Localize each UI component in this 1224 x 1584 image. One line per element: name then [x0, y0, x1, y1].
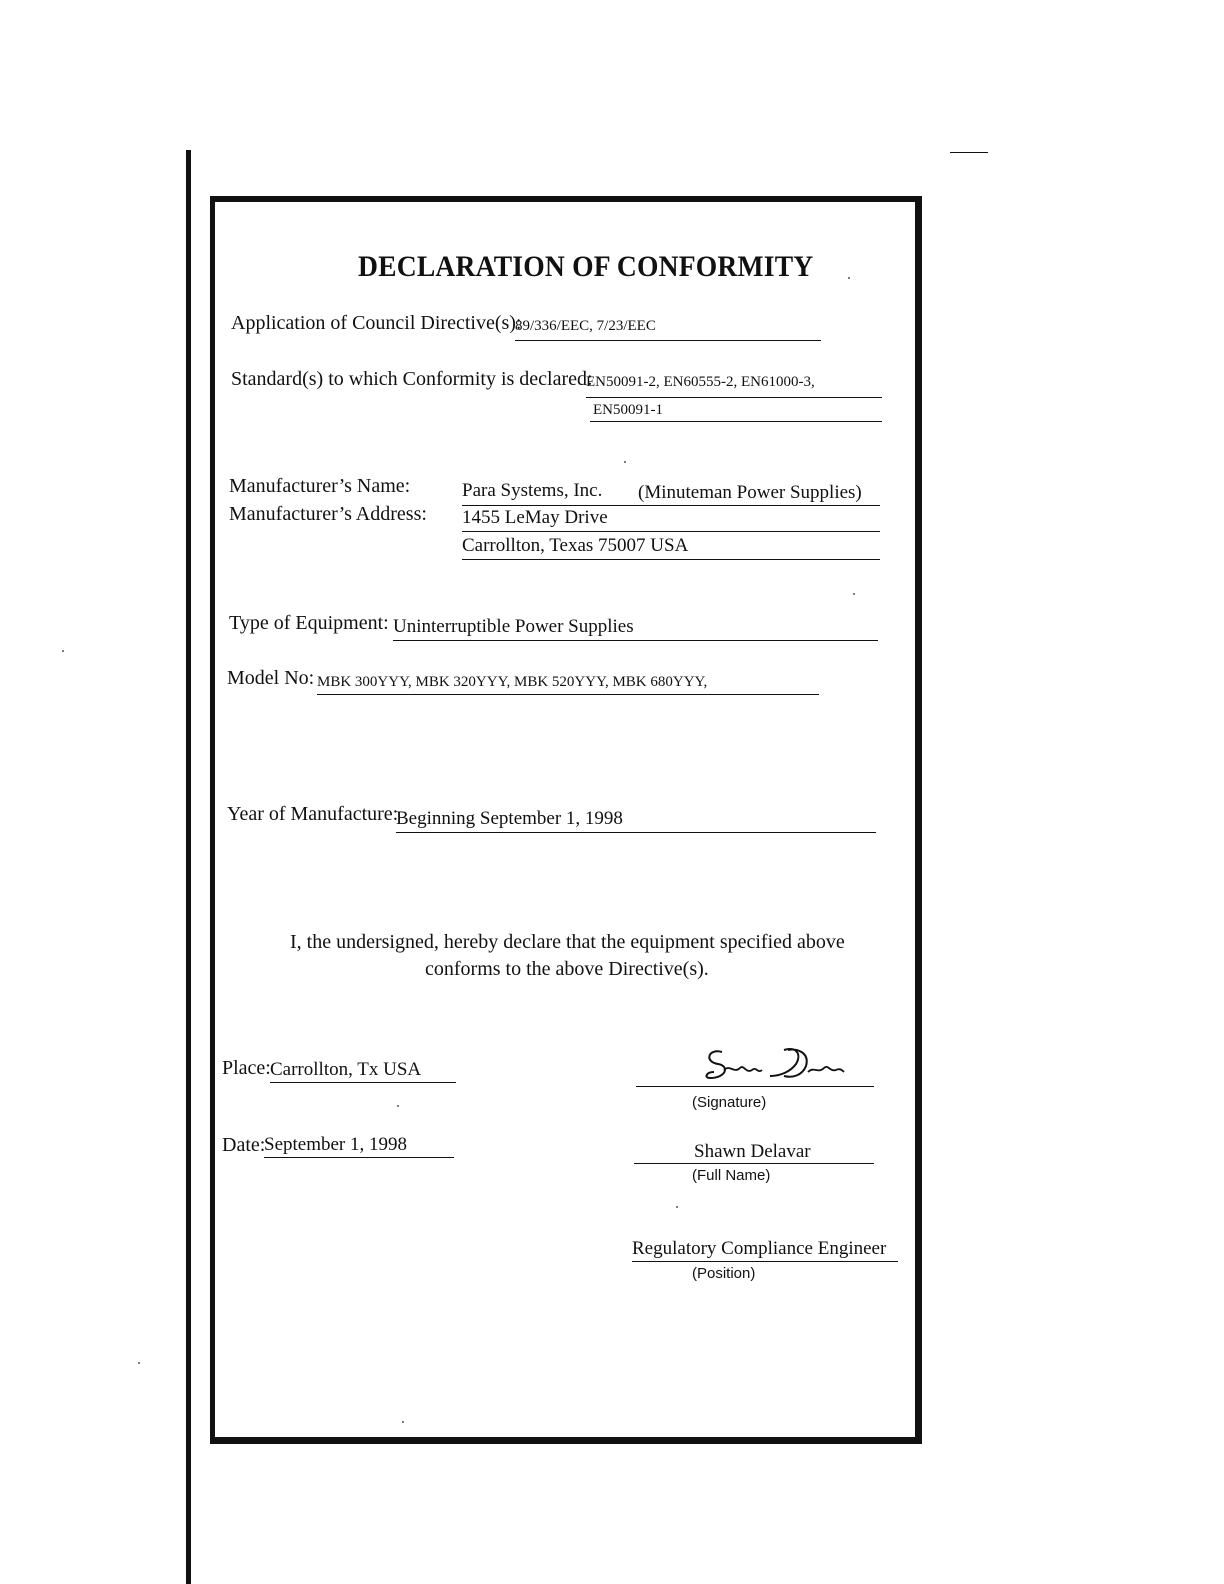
signature-underline [636, 1086, 874, 1087]
equipment-underline [393, 640, 878, 641]
directive-value: 89/336/EEC, 7/23/EEC [515, 318, 656, 334]
place-label: Place: [222, 1057, 271, 1079]
scan-speck [62, 650, 64, 652]
directive-label: Application of Council Directive(s): [231, 312, 522, 334]
scan-speck [853, 593, 855, 595]
full-name-caption: (Full Name) [692, 1167, 771, 1184]
scan-mark [950, 152, 988, 153]
scan-edge-bar [186, 150, 191, 1584]
manufacturer-address-underline-2 [462, 559, 880, 560]
manufacturer-address-underline-1 [462, 531, 880, 532]
date-label: Date: [222, 1134, 266, 1156]
manufacturer-division: (Minuteman Power Supplies) [638, 482, 862, 503]
standards-label: Standard(s) to which Conformity is declared: [231, 368, 593, 390]
model-value: MBK 300YYY, MBK 320YYY, MBK 520YYY, MBK 680YYY, [317, 674, 708, 690]
position-underline [632, 1261, 898, 1262]
equipment-value: Uninterruptible Power Supplies [393, 616, 634, 637]
date-underline [264, 1157, 454, 1158]
year-underline [396, 832, 876, 833]
handwritten-signature [700, 1042, 860, 1086]
scan-speck [138, 1362, 140, 1364]
year-value: Beginning September 1, 1998 [396, 808, 623, 829]
year-label: Year of Manufacture: [227, 803, 399, 825]
manufacturer-address-line2: Carrollton, Texas 75007 USA [462, 535, 689, 556]
model-underline [317, 694, 819, 695]
standards-underline-1 [586, 397, 882, 398]
scan-speck [624, 461, 626, 463]
standards-value-line2: EN50091-1 [593, 402, 663, 418]
signature-caption: (Signature) [692, 1094, 767, 1111]
scan-speck [402, 1421, 404, 1423]
scan-speck [848, 277, 850, 279]
manufacturer-name-label: Manufacturer’s Name: [229, 475, 411, 497]
declaration-line1: I, the undersigned, hereby declare that the equipment specified above [290, 931, 845, 953]
document-title: DECLARATION OF CONFORMITY [358, 250, 814, 283]
standards-value-line1: EN50091-2, EN60555-2, EN61000-3, [586, 374, 815, 390]
scan-speck [397, 1105, 399, 1107]
standards-underline-2 [590, 421, 882, 422]
manufacturer-name-underline [462, 505, 880, 506]
manufacturer-address-label: Manufacturer’s Address: [229, 503, 427, 525]
full-name-value: Shawn Delavar [694, 1141, 811, 1162]
place-value: Carrollton, Tx USA [270, 1059, 422, 1080]
position-caption: (Position) [692, 1265, 756, 1282]
scan-speck [676, 1206, 678, 1208]
manufacturer-address-line1: 1455 LeMay Drive [462, 507, 608, 528]
date-value: September 1, 1998 [264, 1134, 408, 1155]
position-value: Regulatory Compliance Engineer [632, 1238, 887, 1259]
manufacturer-company: Para Systems, Inc. [462, 480, 603, 501]
directive-underline [515, 340, 821, 341]
full-name-underline [634, 1163, 874, 1164]
declaration-line2: conforms to the above Directive(s). [425, 958, 709, 980]
place-underline [270, 1082, 456, 1083]
equipment-label: Type of Equipment: [229, 612, 389, 634]
model-label: Model No: [227, 667, 315, 689]
